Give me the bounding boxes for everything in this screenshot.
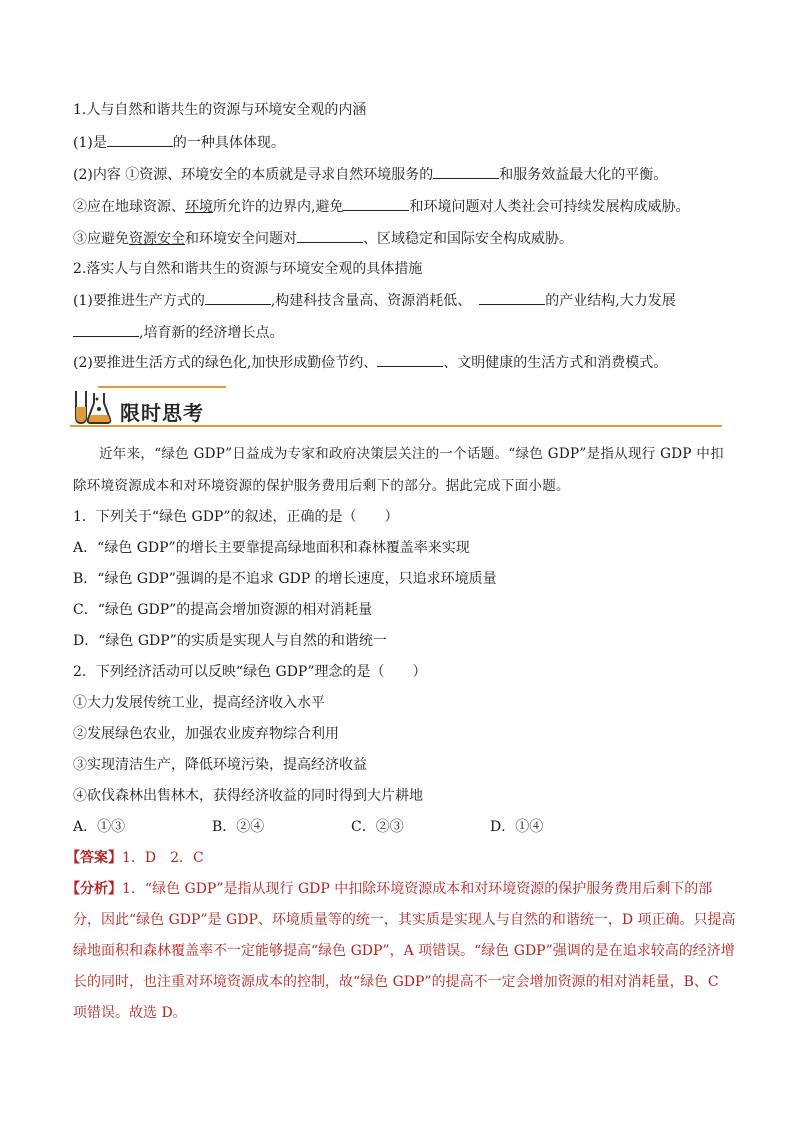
text: ②应在地球资源、 — [73, 199, 185, 215]
blank-field[interactable] — [343, 196, 409, 211]
blank-field[interactable] — [73, 322, 139, 337]
fill-line-5 — [73, 290, 676, 311]
intro-line-2: 除环境资源成本和对环境资源的保护服务费用后剩下的部分。据此完成下面小题。 — [73, 478, 570, 494]
text: ,培育新的经济增长点。 — [139, 325, 284, 341]
fill-line-6 — [73, 322, 283, 343]
blank-field[interactable] — [107, 132, 173, 147]
text: ③应避免 — [73, 231, 129, 247]
blank-field[interactable] — [479, 290, 545, 305]
q2-options — [73, 817, 629, 837]
text: 的产业结构,大力发展 — [545, 293, 676, 309]
analysis-text: 1．“绿色 GDP”是指从现行 GDP 中扣除环境资源成本和对环境资源的保护服务费用后剩下的部 — [122, 881, 713, 897]
lab-flask-icon — [70, 385, 116, 427]
intro-line-1: 近年来，“绿色 GDP”日益成为专家和政府决策层关注的一个话题。“绿色 GDP”是指从现行 GDP 中扣 — [99, 446, 724, 462]
text: 和环境问题对人类社会可持续发展构成威胁。 — [409, 199, 690, 215]
section-title: 限时思考 — [120, 401, 204, 425]
analysis-line-1 — [66, 879, 712, 899]
analysis-line-4: 长的同时，也注重对环境资源成本的控制，故“绿色 GDP”的提高不一定会增加资源的相对消耗量，B、C — [73, 974, 719, 990]
blank-field[interactable] — [297, 228, 363, 243]
text: 的一种具体体现。 — [172, 135, 285, 151]
question-2-stem: 2．下列经济活动可以反映“绿色 GDP”理念的是（ ） — [73, 664, 427, 680]
q2-option-b[interactable]: B．②④ — [212, 819, 265, 835]
analysis-line-5: 项错误。故选 D。 — [73, 1005, 187, 1021]
q1-option-b[interactable]: B．“绿色 GDP”强调的是不追求 GDP 的增长速度，只追求环境质量 — [73, 571, 497, 587]
analysis-label: 【分析】 — [66, 881, 122, 897]
q2-item-4: ④砍伐森林出售林木，获得经济收益的同时得到大片耕地 — [73, 788, 423, 804]
answer-label: 【答案】 — [66, 850, 122, 866]
text: (2)要推进生活方式的绿色化,加快形成勤俭节约、 — [73, 355, 378, 371]
fill-line-1 — [73, 132, 285, 153]
q2-item-2: ②发展绿色农业，加强农业废弃物综合利用 — [73, 726, 339, 742]
q1-option-c[interactable]: C．“绿色 GDP”的提高会增加资源的相对消耗量 — [73, 602, 373, 618]
q2-item-3: ③实现清洁生产，降低环境污染，提高经济收益 — [73, 757, 367, 773]
q1-option-d[interactable]: D．“绿色 GDP”的实质是实现人与自然的和谐统一 — [73, 633, 387, 649]
text: 、文明健康的生活方式和消费模式。 — [443, 355, 668, 371]
header-top-rule — [98, 386, 226, 388]
q2-option-c[interactable]: C．②③ — [351, 819, 404, 835]
fill-line-2 — [73, 164, 667, 185]
heading-connotation: 1.人与自然和谐共生的资源与环境安全观的内涵 — [73, 102, 367, 118]
q2-item-1: ①大力发展传统工业，提高经济收入水平 — [73, 695, 325, 711]
analysis-line-3: 绿地面积和森林覆盖率不一定能够提高“绿色 GDP”，A 项错误。“绿色 GDP”强调的是在追求较高的经济增 — [73, 943, 735, 959]
q2-option-a[interactable]: A．①③ — [73, 819, 126, 835]
text: (2)内容 ①资源、环境安全的本质就是寻求自然环境服务的 — [73, 167, 434, 183]
section-header — [70, 383, 722, 427]
blank-field[interactable] — [205, 290, 271, 305]
text: (1)是 — [73, 135, 107, 151]
text: ,构建科技含量高、资源消耗低、 — [270, 293, 472, 309]
underlined-term: 资源安全 — [129, 231, 185, 247]
text: 和环境安全问题对 — [185, 231, 297, 247]
text: 和服务效益最大化的平衡。 — [499, 167, 668, 183]
text: 所允许的边界内,避免 — [213, 199, 344, 215]
heading-measures: 2.落实人与自然和谐共生的资源与环境安全观的具体措施 — [73, 261, 423, 277]
question-1-stem: 1．下列关于“绿色 GDP”的叙述，正确的是（ ） — [73, 509, 399, 525]
blank-field[interactable] — [377, 352, 443, 367]
q2-option-d[interactable]: D．①④ — [490, 819, 544, 835]
fill-line-4 — [73, 228, 573, 249]
fill-line-7 — [73, 352, 667, 373]
q1-option-a[interactable]: A．“绿色 GDP”的增长主要靠提高绿地面积和森林覆盖率来实现 — [73, 540, 470, 556]
underlined-term: 环境 — [185, 199, 213, 215]
text: (1)要推进生产方式的 — [73, 293, 205, 309]
header-bottom-rule — [70, 425, 722, 427]
analysis-line-2: 分，因此“绿色 GDP”是 GDP、环境质量等的统一，其实质是实现人与自然的和谐统一，D 项正确。只提高 — [73, 912, 736, 928]
answer-text: 1．D 2．C — [122, 850, 204, 866]
blank-field[interactable] — [433, 164, 499, 179]
fill-line-3 — [73, 196, 689, 217]
answer-line — [66, 848, 204, 868]
text: 、区域稳定和国际安全构成威胁。 — [363, 231, 573, 247]
